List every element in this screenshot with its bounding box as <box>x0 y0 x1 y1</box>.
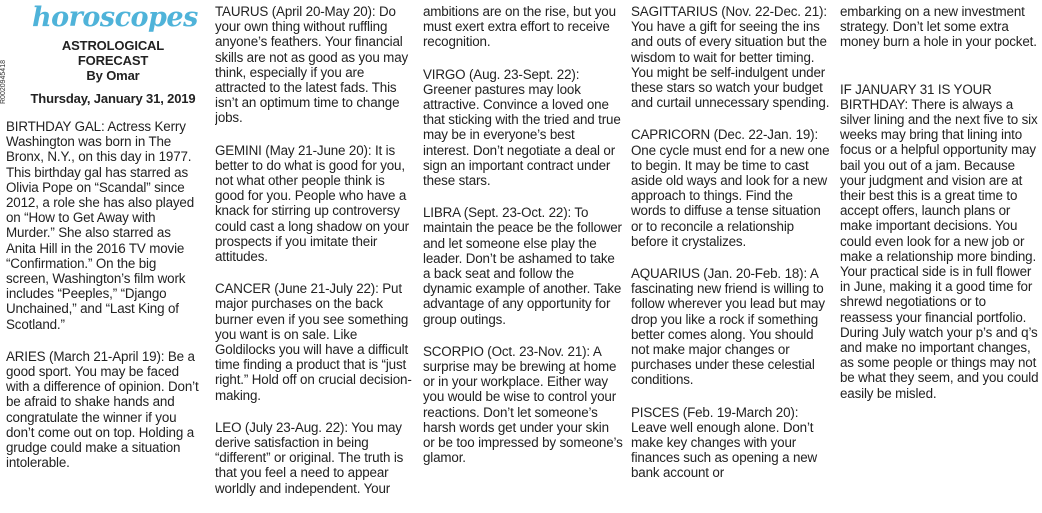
sagittarius-entry: SAGITTARIUS (Nov. 22-Dec. 21): You have a gift for seeing the ins and outs of every situation but the wisdom to wait for better timing. You might be self-indulgent under these stars so watch your budget and curtail unnecessary spending. <box>631 4 830 111</box>
aquarius-entry: AQUARIUS (Jan. 20-Feb. 18): A fascinating new friend is willing to follow wherever you lead but may drop you like a rock if something better comes along. You should not make major changes or purchases under these celestial conditions. <box>631 266 825 388</box>
column-4 <box>631 4 831 498</box>
forecast-heading: ASTROLOGICAL FORECAST <box>61 38 165 68</box>
scorpio-entry: SCORPIO (Oct. 23-Nov. 21): A surprise may be brewing at home or in your workplace. Either way you would be wise to control your reactions. Don’t let someone’s harsh words get under your skin or be too impressed by someone’s glamor. <box>423 343 623 466</box>
byline: By Omar <box>86 68 140 83</box>
column-1 <box>6 4 200 487</box>
publication-date: Thursday, January 31, 2019 <box>30 91 196 106</box>
virgo-entry: VIRGO (Aug. 23-Sept. 22): Greener pastures may look attractive. Convince a loved one that sticking with the tried and true may be in everyone’s best interest. Don’t negotiate a deal or sign an important contract under these stars. <box>423 66 621 189</box>
aries-entry: ARIES (March 21-April 19): Be a good sport. You may be faced with a difference of opinion. Don’t be afraid to shake hands and congratulate the winner if you don’t come out on top. Holding a grudge could make a situation intolerable. <box>6 348 199 471</box>
pisces-entry: PISCES (Feb. 19-March 20): Leave well enough alone. Don’t make key changes with your finances such as opening a new bank account or <box>631 404 818 481</box>
leo-entry-continued: ambitions are on the rise, but you must exert extra effort to receive recognition. <box>423 4 616 50</box>
gemini-entry: GEMINI (May 21-June 20): It is better to do what is good for you, not what other people think is good for you. People who have a knack for stirring up controversy could cast a long shadow on your prospects if you imitate their attitudes. <box>215 142 409 265</box>
pisces-entry-continued: embarking on a new investment strategy. Don’t let some extra money burn a hole in your pocket. <box>840 4 1037 50</box>
your-birthday-entry: IF JANUARY 31 IS YOUR BIRTHDAY: There is always a silver lining and the next five to six weeks may bring that lining into focus or a helpful opportunity may bail you out of a jam. Because your judgment and vision are at their best this is a great time to accept offers, launch plans or make important decisions. You could even look for a new job or make a relationship more binding. Your practical side is in full flower in June, making it a good time for shrewd negotiations or to reassess your financial portfolio. During July watch your p’s and q’s and make no important changes, as some people or things may not be what they seem, and you could easily be misled. <box>840 81 1039 401</box>
capricorn-entry: CAPRICORN (Dec. 22-Jan. 19): One cycle must end for a new one to begin. It may be time to cast aside old ways and look for a new approach to things. Find the words to diffuse a tense situation or to reconcile a relationship before it crystalizes. <box>631 127 830 249</box>
birthday-gal-entry: BIRTHDAY GAL: Actress Kerry Washington was born in The Bronx, N.Y., on this day in 1977. This birthday gal has starred as Olivia Pope on “Scandal” since 2012, a role she has also played on “How to Get Away with Murder.” She also starred as Anita Hill in the 2016 TV movie “Confirmation.” On the big screen, Washington’s film work includes “Peeples,” “Django Unchained,” and “Last King of Scotland.” <box>6 119 195 332</box>
column-2 <box>215 4 415 513</box>
column-5 <box>840 4 1040 418</box>
leo-entry: LEO (July 23-Aug. 22): You may derive satisfaction in being “different” or original. The truth is that you feel a need to appear worldly and independent. Your <box>215 419 404 496</box>
taurus-entry: TAURUS (April 20-May 20): Do your own thing without ruffling anyone’s feathers. Your financial skills are not as good as you may think, especially if you are attracted to the latest fads. This isn’t an optimum time to change jobs. <box>215 4 409 126</box>
masthead <box>6 4 200 119</box>
section-title: horoscopes <box>32 4 198 33</box>
libra-entry: LIBRA (Sept. 23-Oct. 22): To maintain the peace be the follower and let someone else play the leader. Don’t be ashamed to take a back seat and follow the dynamic example of another. Take advantage of any opportunity for group outings. <box>423 205 622 327</box>
cancer-entry: CANCER (June 21-July 22): Put major purchases on the back burner even if you see something you want is on sale. Like Goldilocks you will have a difficult time finding a product that is “just right.” Hold off on crucial decision-making. <box>215 281 412 403</box>
column-3 <box>423 4 623 482</box>
article-code: R0020945418 <box>0 60 7 104</box>
